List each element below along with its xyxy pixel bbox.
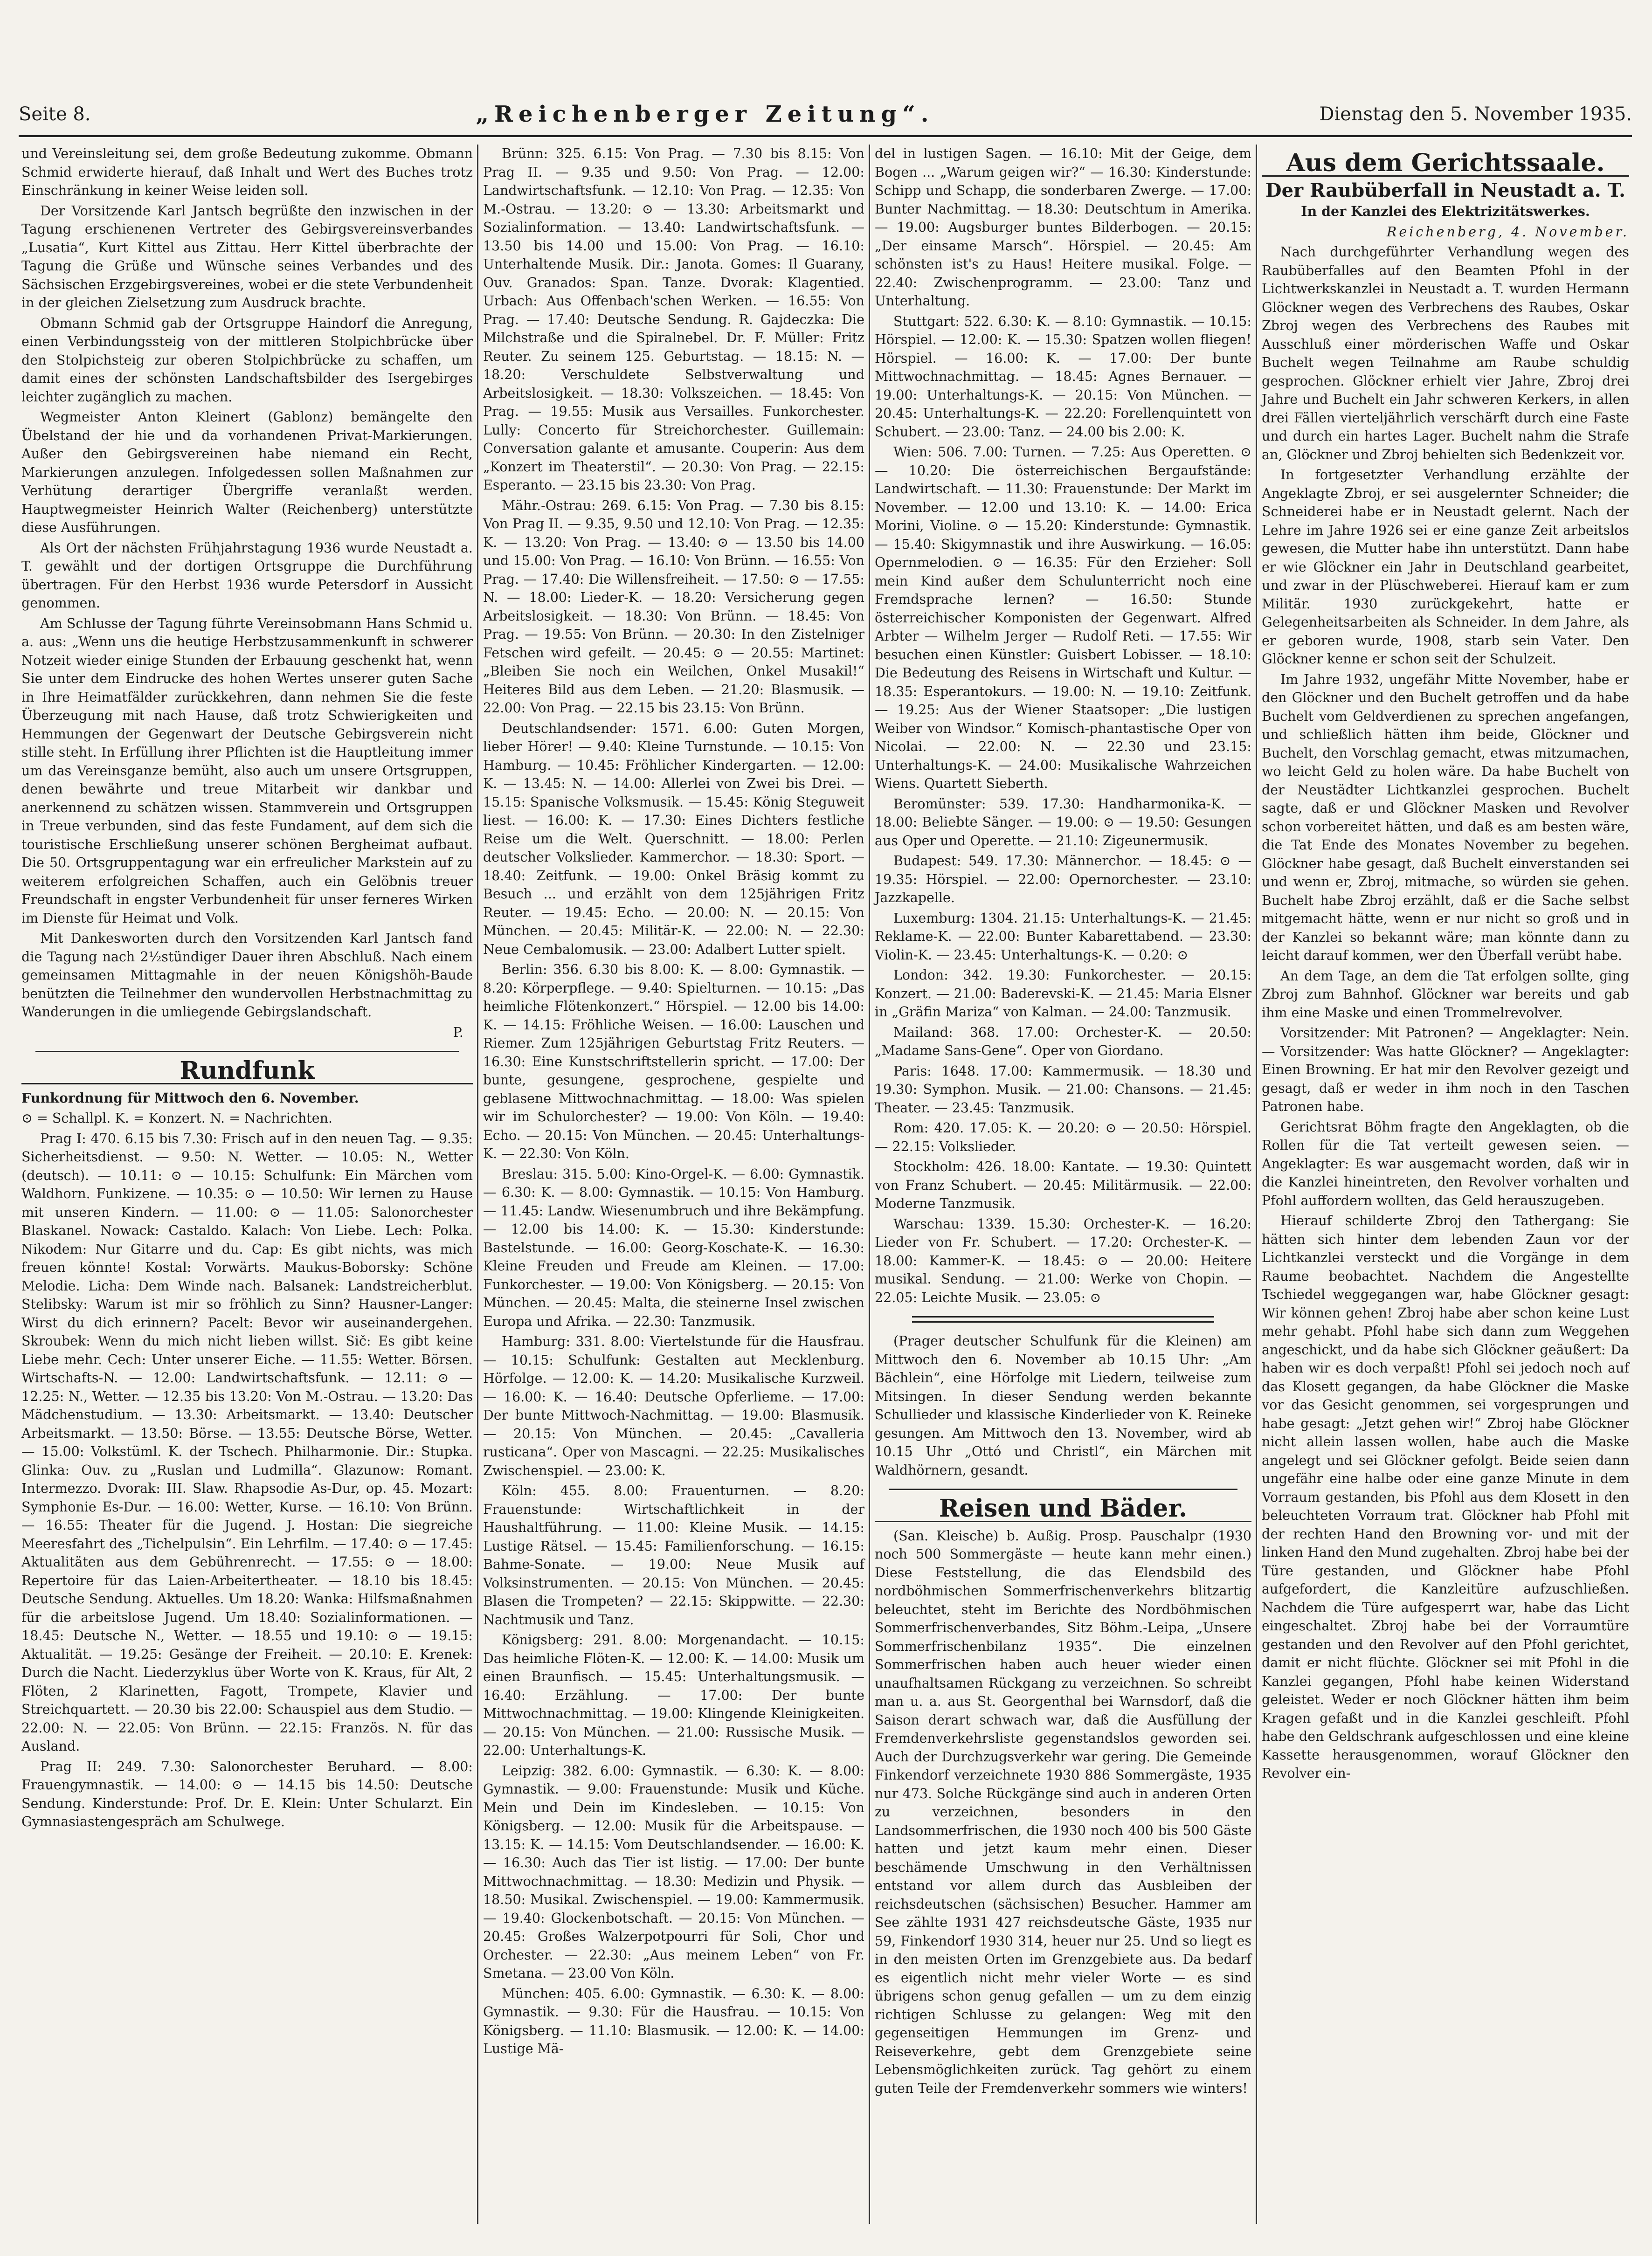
reisen-heading: Reisen und Bäder.	[875, 1499, 1251, 1522]
rundfunk-heading: Rundfunk	[21, 1062, 473, 1084]
column-rule	[869, 145, 870, 2224]
station-listing: del in lustigen Sagen. — 16.10: Mit der Geige, dem Bogen ... „Warum geigen wir?“ — 16.30: Kinderstunde: Schipp und Schapp, die sonderbaren Zwerge. — 17.00: Bunter Nachmittag. — 18.30: Deutschtum in Amerika. — 19.00: Augsburger buntes Bilderbogen. — 20.15: „Der einsame Marsch“. Hörspiel. — 20.45: Am schönsten ist's zu Haus! Heitere musikal. Folge. — 22.40: Zwischenprogramm. — 23.00: Tanz und Unterhaltung.	[875, 146, 1251, 309]
paragraph: Wegmeister Anton Kleinert (Gablonz) bemängelte den Übelstand der hie und da vorhandenen Privat-Markierungen. Außer den Gebirgsvereinen habe niemand ein Recht, Markierungen anzulegen. Infolgedessen sollen Maßnahmen zur Verhütung derartiger Übergriffe veranlaßt werden. Hauptwegmeister Heinrich Walter (Reichenberg) unterstützte diese Ausführungen.	[21, 409, 473, 535]
station-listing: Deutschlandsender: 1571. 6.00: Guten Morgen, lieber Hörer! — 9.40: Kleine Turnstunde. — 10.15: Von Hamburg. — 10.45: Fröhlicher Kindergarten. — 12.00: K. — 13.45: N. — 14.00: Allerlei von Zwei bis Drei. — 15.15: Spanische Volksmusik. — 15.45: König Steguweit liest. — 16.00: K. — 17.30: Eines Dichters festliche Reise um die Welt. Querschnitt. — 18.00: Perlen deutscher Volkslieder. Kammerchor. — 18.30: Sport. — 18.40: Zeitfunk. — 19.00: Onkel Bräsig kommt zu Besuch ... und erzählt von dem 125jährigen Fritz Reuter. — 19.45: Echo. — 20.00: N. — 20.15: Von München. — 20.45: Militär-K. — 22.00: N. — 22.30: Neue Cembalomusik. — 23.00: Adalbert Lutter spielt.	[483, 720, 864, 957]
station-listing: Berlin: 356. 6.30 bis 8.00: K. — 8.00: Gymnastik. — 8.20: Körperpflege. — 9.40: Spielturnen. — 10.15: „Das heimliche Flötenkonzert.“ Hörspiel. — 12.00 bis 14.00: K. — 14.15: Fröhliche Weisen. — 16.00: Lauschen und Riemer. Zum 125jährigen Geburtstag Fritz Reuters. — 16.30: Eine Kunstschriftstellerin spricht. — 17.00: Der bunte, gesungene, gesprochene, gespielte und geblasene Mittwochnachmittag. — 18.00: Was spielen wir im Schulorchester? — 19.00: Von Köln. — 19.40: Echo. — 20.15: Von München. — 20.45: Unterhaltungs-K. — 22.30: Von Köln.	[483, 962, 864, 1161]
paragraph: Hierauf schilderte Zbroj den Tathergang: Sie hätten sich hinter dem lebenden Zaun vor der Lichtkanzlei versteckt und die Vorgänge in dem Raume beobachtet. Nachdem die Angestellte Tschiedel weggegangen war, habe Glöckner gesagt: Wir können gehen! Zbroj habe aber schon keine Lust mehr gehabt. Pfohl habe sich dann zum Weggehen angeschickt, und da habe sich Glöckner geäußert: Da haben wir es doch verpaßt! Pfohl sei jedoch noch auf das Klosett gegangen, da habe Glöckner die Maske vor das Gesicht genommen, sei vorgesprungen und habe gesagt: „Jetzt gehen wir!“ Zbroj habe Glöckner nicht allein lassen wollen, habe auch die Maske angelegt und sei Glöckner gefolgt. Beide seien dann ungefähr eine halbe oder eine ganze Minute in dem Vorraum gestanden, bis Pfohl aus dem Klosett in den beleuchteten Vorraum trat. Glöckner hab Pfohl mit der rechten Hand den Browning vor- und mit der linken Hand den Mund zugehalten. Zbroj habe bei der Türe gestanden, und Glöckner habe Pfohl aufgefordert, die Kanzleitüre aufzuschließen. Nachdem die Türe aufgesperrt war, habe das Licht eingeschaltet. Zbroj habe bei der Vorraumtüre gestanden und den Revolver auf den Pfohl gerichtet, damit er nicht flüchte. Glöckner sei mit Pfohl in die Kanzlei gegangen, Pfohl habe keinen Widerstand geleistet. Weder er noch Glöckner hätten ihm beim Kragen gefaßt und in die Kanzlei geschleift. Pfohl habe den Geldschrank aufgeschlossen und eine kleine Kassette herausgenommen, worauf Glöckner den Revolver ein-	[1262, 1213, 1629, 1781]
newspaper-title: „Reichenberger Zeitung“.	[476, 101, 934, 127]
station-listing: Stuttgart: 522. 6.30: K. — 8.10: Gymnastik. — 10.15: Hörspiel. — 12.00: K. — 15.30: Spatzen wollen fliegen! Hörspiel. — 16.00: K. — 17.00: Der bunte Mittwochnachmittag. — 18.45: Agnes Bernauer. — 19.00: Unterhaltungs-K. — 20.15: Von München. — 20.45: Unterhaltungs-K. — 22.20: Forellenquintett von Schubert. — 23.00: Tanz. — 24.00 bis 2.00: K.	[875, 313, 1251, 440]
column-rule	[477, 145, 478, 2224]
station-listing: Stockholm: 426. 18.00: Kantate. — 19.30: Quintett von Franz Schubert. — 20.45: Militärmusik. — 22.00: Moderne Tanzmusik.	[875, 1159, 1251, 1211]
paragraph: Vorsitzender: Mit Patronen? — Angeklagter: Nein. — Vorsitzender: Was hatte Glöckner? — Angeklagter: Einen Browning. Er hat mir den Revolver gezeigt und gesagt, daß er weder in ihm noch in den Taschen Patronen habe.	[1262, 1025, 1629, 1114]
paragraph: Nach durchgeführter Verhandlung wegen des Raubüberfalles auf den Beamten Pfohl in der Lichtwerkskanzlei in Neustadt a. T. wurden Hermann Glöckner wegen des Verbrechens des Raubes, Oskar Zbroj wegen des Verbrechens des Raubes mit Ausschluß einer mörderischen Waffe und Oskar Buchelt wegen Teilnahme am Raube schuldig gesprochen. Glöckner erhielt vier Jahre, Zbroj drei Jahre und Buchelt ein Jahr schweren Kerkers, in allen drei Fällen vierteljährlich verschärft durch eine Faste und durch ein hartes Lager. Buchelt nahm die Strafe an, Glöckner und Zbroj behielten sich Bedenkzeit vor.	[1262, 244, 1629, 462]
column-4	[1259, 145, 1632, 2224]
schulfunk-notice: (Prager deutscher Schulfunk für die Kleinen) am Mittwoch den 6. November ab 10.15 Uhr: „Am Bächlein“, eine Hörfolge mit Liedern, teilweise zum Mitsingen. In dieser Sendung werden bekannte Schullieder und klassische Kinderlieder von K. Reineke gesungen. Am Mittwoch den 13. November, wird ab 10.15 Uhr „Ottó und Christl“, ein Märchen mit Waldhörnern, gesandt.	[875, 1333, 1251, 1478]
paragraph: Als Ort der nächsten Frühjahrstagung 1936 wurde Neustadt a. T. gewählt und der dortigen Ortsgruppe die Durchführung übertragen. Für den Herbst 1936 wurde Petersdorf in Aussicht genommen.	[21, 540, 473, 611]
station-listing: Prag II: 249. 7.30: Salonorchester Beruhard. — 8.00: Frauengymnastik. — 14.00: ⊙ — 14.15 bis 14.50: Deutsche Sendung. Kinderstunde: Prof. Dr. E. Klein: Unter Schularzt. Ein Gymnasiastengespräch am Schulwege.	[21, 1759, 473, 1829]
station-listing: Rom: 420. 17.05: K. — 20.20: ⊙ — 20.50: Hörspiel. — 22.15: Volkslieder.	[875, 1120, 1251, 1154]
station-listing: Leipzig: 382. 6.00: Gymnastik. — 6.30: K. — 8.00: Gymnastik. — 9.00: Frauenstunde: Musik und Küche. Mein und Dein im Kindesleben. — 10.15: Von Königsberg. — 12.00: Musik für die Arbeitspause. — 13.15: K. — 14.15: Vom Deutschlandsender. — 16.00: K. — 16.30: Auch das Tier ist listig. — 17.00: Der bunte Mittwochnachmittag. — 18.30: Medizin und Physik. — 18.50: Musikal. Zwischenspiel. — 19.00: Kammermusik. — 19.40: Glockenbotschaft. — 20.15: Von München. — 20.45: Großes Walzerpotpourri für Soli, Chor und Orchester. — 22.30: „Aus meinem Leben“ von Fr. Smetana. — 23.00 Von Köln.	[483, 1763, 864, 1981]
station-listing: Warschau: 1339. 15.30: Orchester-K. — 16.20: Lieder von Fr. Schubert. — 17.20: Orchester-K. — 18.00: Kammer-K. — 18.45: ⊙ — 20.00: Heitere musikal. Sendung. — 21.00: Werke von Chopin. — 22.05: Leichte Musik. — 23.05: ⊙	[875, 1216, 1251, 1305]
column-1	[19, 145, 476, 2224]
station-listing: Wien: 506. 7.00: Turnen. — 7.25: Aus Operetten. ⊙ — 10.20: Die österreichischen Bergaufstände: Landwirtschaft. — 11.30: Frauenstunde: Der Markt im November. — 12.00 und 13.10: K. — 14.00: Erica Morini, Violine. ⊙ — 15.20: Kinderstunde: Gymnastik. — 15.40: Skigymnastik und ihre Auswirkung. — 16.05: Opernmelodien. ⊙ — 16.35: Für den Erzieher: Soll mein Kind außer dem Schulunterricht noch eine Fremdsprache lernen? — 16.50: Stunde österreichischer Komponisten der Gegenwart. Alfred Arbter — Wilhelm Jerger — Rudolf Reti. — 17.55: Wir besuchen einen Künstler: Guisbert Lobisser. — 18.10: Die Bedeutung des Reisens in Wirtschaft und Kultur. — 18.35: Esperantokurs. — 19.00: N. — 19.10: Zeitfunk. — 19.25: Aus der Wiener Staatsoper: „Die lustigen Weiber von Windsor.“ Komisch-phantastische Oper von Nicolai. — 22.00: N. — 22.30 und 23.15: Unterhaltungs-K. — 24.00: Musikalische Wahrzeichen Wiens. Quartett Sieberth.	[875, 444, 1251, 791]
article-subhead: In der Kanzlei des Elektrizitätswerkes.	[1301, 203, 1590, 219]
page-header	[19, 93, 1632, 137]
station-listing: Paris: 1648. 17.00: Kammermusik. — 18.30 und 19.30: Symphon. Musik. — 21.00: Chansons. — 21.45: Theater. — 23.45: Tanzmusik.	[875, 1063, 1251, 1116]
paragraph: Gerichtsrat Böhm fragte den Angeklagten, ob die Rollen für die Tat verteilt gewesen seien. — Angeklagter: Es war ausgemacht worden, daß wir in die Kanzlei hineintreten, den Revolver vorhalten und Pfohl auffordern wollten, das Geld herauszugeben.	[1262, 1119, 1629, 1208]
paragraph: (San. Kleische) b. Außig. Prosp. Pauschalpr (1930 noch 500 Sommergäste — heute kann mehr einen.) Diese Feststellung, die das Elendsbild des nordböhmischen Sommerfrischenverkehrs blitzartig beleuchtet, steht im Berichte des Nordböhmischen Sommerfrischenverbandes, Sitz Böhm.-Leipa, „Unsere Sommerfrischenbilanz 1935“. Die einzelnen Sommerfrischen haben auch heuer wieder einen unaufhaltsamen Rückgang zu verzeichnen. So schreibt man u. a. aus St. Georgenthal bei Warnsdorf, daß die Saison derart schwach war, daß die Ausfüllung der Fremdenverkehrsliste gegenstandslos geworden sei. Auch der Durchzugsverkehr war gering. Die Gemeinde Finkendorf verzeichnete 1930 886 Sommergäste, 1935 nur 473. Solche Rückgänge sind auch in anderen Orten zu verzeichnen, besonders in den Landsommerfrischen, die 1930 noch 400 bis 500 Gäste hatten und jetzt kaum mehr einen. Dieser beschämende Umschwung in den Verhältnissen entstand vor allem durch das Ausbleiben der reichsdeutschen (sächsischen) Besucher. Hammer am See zählte 1931 427 reichsdeutsche Gäste, 1935 nur 59, Finkendorf 1930 314, heuer nur 25. Und so liegt es in den meisten Orten im Grenzgebiete aus. Da bedarf es eigentlich nicht mehr vieler Worte — es sind übrigens schon genug gefallen — um zu dem einzig richtigen Schlusse zu gelangen: Weg mit den gegenseitigen Hemmungen im Grenz- und Reiseverkehre, gebt dem Grenzgebiete seine Lebensmöglichkeiten zurück. Tag gehört zu einem guten Teile der Fremdenverkehr sommers wie winters!	[875, 1528, 1251, 2096]
page-number: Seite 8.	[19, 103, 91, 125]
article-headline: Der Raubüberfall in Neustadt a. T.	[1265, 179, 1626, 201]
court-heading: Aus dem Gerichtssaale.	[1262, 154, 1629, 177]
signature: P.	[453, 1024, 463, 1040]
station-listing: Mailand: 368. 17.00: Orchester-K. — 20.50: „Madame Sans-Gene“. Oper von Giordano.	[875, 1024, 1251, 1058]
rundfunk-subheading: Funkordnung für Mittwoch den 6. November.	[21, 1090, 359, 1106]
station-listing: Brünn: 325. 6.15: Von Prag. — 7.30 bis 8.15: Von Prag II. — 9.35 und 9.50: Von Prag. — 12.00: Landwirtschaftsfunk. — 12.10: Von Prag. — 12.35: Von M.-Ostrau. — 13.20: ⊙ — 13.30: Arbeitsmarkt und Sozialinformation. — 13.40: Landwirtschaftsfunk. — 13.50 bis 14.00 und 15.00: Von Prag. — 16.10: Unterhaltende Musik. Dir.: Janota. Gomes: Il Guarany, Ouv. Granados: Span. Tanze. Dvorak: Klagentied. Urbach: Aus Offenbach'schen Werken. — 16.55: Von Prag. — 17.40: Deutsche Sendung. R. Gajdeczka: Die Milchstraße und die Spiralnebel. Dr. F. Müller: Fritz Reuter. Zu seinem 125. Geburtstag. — 18.15: N. — 18.20: Verschuldete Selbstverwaltung und Arbeitslosigkeit. — 18.30: Volkszeichen. — 18.45: Von Prag. — 19.55: Musik aus Versailles. Funkorchester. Lully: Concerto für Streichorchester. Guillemain: Conversation galante et amusante. Couperin: Aus dem „Konzert im Theaterstil“. — 20.30: Von Prag. — 22.15: Esperanto. — 23.15 bis 23.30: Von Prag.	[483, 146, 864, 493]
station-listing: Prag I: 470. 6.15 bis 7.30: Frisch auf in den neuen Tag. — 9.35: Sicherheitsdienst. — 9.50: N. Wetter. — 10.05: N., Wetter (deutsch). — 10.11: ⊙ — 10.15: Schulfunk: Ein Märchen vom Waldhorn. Funkizene. — 10.35: ⊙ — 10.50: Wir lernen zu Hause mit unseren Kindern. — 11.00: ⊙ — 11.05: Salonorchester Blaskanel. Nowack: Castaldo. Kalach: Von Liebe. Lech: Polka. Nikodem: Nur Gitarre und du. Cap: Es gibt nichts, was mich freuen könnte! Kostal: Vorwärts. Maukus-Boborsky: Schöne Melodie. Licha: Dem Winde nach. Balsanek: Landstreicherblut. Stelibsky: Warum ist mir so fröhlich zu Sinn? Hausner-Langer: Wirst du dich erinnern? Pacelt: Bevor wir auseinandergehen. Skroubek: Wenn du mich nicht lieben willst. Sič: Es gibt keine Liebe mehr. Cech: Unter unserer Eiche. — 11.55: Wetter. Börsen. Wirtschafts-N. — 12.00: Landwirtschaftsfunk. — 12.11: ⊙ — 12.25: N., Wetter. — 12.35 bis 13.20: Von M.-Ostrau. — 13.20: Das Mädchenstudium. — 13.30: Arbeitsmarkt. — 13.40: Deutscher Arbeitsmarkt. — 13.50: Börse. — 13.55: Deutsche Börse, Wetter. — 15.00: Volkstüml. K. der Tschech. Philharmonie. Dir.: Stupka. Glinka: Ouv. zu „Ruslan und Ludmilla“. Glazunow: Romant. Intermezzo. Dvorak: III. Slaw. Rhapsodie As-Dur, op. 45. Mozart: Symphonie Es-Dur. — 16.00: Wetter, Kurse. — 16.10: Von Brünn. — 16.55: Theater für die Jugend. J. Hostan: Die siegreiche Meeresfahrt des „Tichelpulsin“. Ein Lehrfilm. — 17.40: ⊙ — 17.45: Aktualitäten aus dem Gebührenrecht. — 17.55: ⊙ — 18.00: Repertoire für das Laien-Arbeitertheater. — 18.10 bis 18.45: Deutsche Sendung. Aktuelles. Um 18.20: Wanka: Hilfsmaßnahmen für die arbeitslose Jugend. Um 18.40: Sozialinformationen. — 18.45: Deutsche N., Wetter. — 18.55 und 19.10: ⊙ — 19.15: Aktualität. — 19.25: Gesänge der Freiheit. — 20.10: E. Krenek: Durch die Nacht. Liederzyklus über Worte von K. Kraus, für Alt, 2 Flöten, 2 Klarinetten, Fagott, Trompete, Klavier und Streichquartett. — 20.30 bis 22.00: Schauspiel aus dem Studio. — 22.00: N. — 22.05: Von Brünn. — 22.15: Französ. N. für das Ausland.	[21, 1131, 473, 1754]
dateline: Reichenberg, 4. November.	[1386, 224, 1629, 240]
divider	[889, 1489, 1237, 1490]
paragraph: Im Jahre 1932, ungefähr Mitte November, habe er den Glöckner und den Buchelt getroffen und da habe Buchelt vom Geldverdienen zu sprechen angefangen, und schließlich hätten ihm beide, Glöckner und Buchelt, den Vorschlag gemacht, etwas mitzumachen, wo leicht Geld zu holen wäre. Da habe Buchelt von der Neustädter Lichtkanzlei gesprochen. Buchelt sagte, daß er und Glöckner Masken und Revolver schon vorbereitet hätten, und daß es am besten wäre, die Tat Ende des Monates November zu begehen. Glöckner habe gesagt, daß Buchelt einverstanden sei und wenn er, Zbroj, mitmache, so würden sie gehen. Buchelt habe Zbroj erzählt, daß er die Sache selbst mitgemacht hätte, wenn er nur nicht so groß und in der Kanzlei so bekannt wäre; man könnte dann zu leicht darauf kommen, wer den Überfall verübt habe.	[1262, 671, 1629, 963]
station-listing: Budapest: 549. 17.30: Männerchor. — 18.45: ⊙ — 19.35: Hörspiel. — 22.00: Opernorchester. — 23.10: Jazzkapelle.	[875, 853, 1251, 905]
column-3	[872, 145, 1254, 2224]
issue-date: Dienstag den 5. November 1935.	[1319, 103, 1632, 125]
column-2	[480, 145, 867, 2224]
paragraph: Mit Dankesworten durch den Vorsitzenden Karl Jantsch fand die Tagung nach 2½stündiger Dauer ihren Abschluß. Nach einem gemeinsamen Mittagmahle in der neuen Königshöh-Baude benützten die Teilnehmer den wundervollen Herbstnachmittag zu Wanderungen in die umliegende Gebirgslandschaft.	[21, 931, 473, 1020]
station-listing: Königsberg: 291. 8.00: Morgenandacht. — 10.15: Das heimliche Flöten-K. — 12.00: K. — 14.00: Musik um einen Braunfisch. — 15.45: Unterhaltungsmusik. — 16.40: Erzählung. — 17.00: Der bunte Mittwochnachmittag. — 19.00: Klingende Kleinigkeiten. — 20.15: Von München. — 21.00: Russische Musik. — 22.00: Unterhaltungs-K.	[483, 1632, 864, 1758]
station-listing: Luxemburg: 1304. 21.15: Unterhaltungs-K. — 21.45: Reklame-K. — 22.00: Bunter Kabarettabend. — 23.30: Violin-K. — 23.45: Unterhaltungs-K. — 0.20: ⊙	[875, 910, 1251, 963]
paragraph: In fortgesetzter Verhandlung erzählte der Angeklagte Zbroj, er sei ausgelernter Schneider; die Schneiderei habe er in Neustadt gelernt. Nach der Lehre im Jahre 1926 sei er eine ganze Zeit arbeitslos gewesen, die Mutter habe ihn unterstützt. Dann habe er wie Glöckner ein Jahr in Deutschland gearbeitet, und zwar in der Plüschweberei. Hierauf kam er zum Militär. 1930 zurückgekehrt, hatte er Gelegenheitsarbeiten als Schneider. In dem Jahre, als er geboren wurde, 1908, starb sein Vater. Den Glöckner kenne er schon seit der Schulzeit.	[1262, 467, 1629, 667]
station-listing: Hamburg: 331. 8.00: Viertelstunde für die Hausfrau. — 10.15: Schulfunk: Gestalten aut Mecklenburg. Hörfolge. — 12.00: K. — 14.20: Musikalische Kurzweil. — 16.00: K. — 16.40: Deutsche Opferlieme. — 17.00: Der bunte Mittwoch-Nachmittag. — 19.00: Blasmusik. — 20.15: Von München. — 20.45: „Cavalleria rusticana“. Oper von Mascagni. — 22.25: Musikalisches Zwischenspiel. — 23.00: K.	[483, 1334, 864, 1478]
station-listing: London: 342. 19.30: Funkorchester. — 20.15: Konzert. — 21.00: Baderevski-K. — 21.45: Maria Elsner in „Gräfin Mariza“ von Kalman. — 24.00: Tanzmusik.	[875, 967, 1251, 1020]
paragraph: Am Schlusse der Tagung führte Vereinsobmann Hans Schmid u. a. aus: „Wenn uns die heutige Herbstzusammenkunft in schwerer Notzeit wieder einige Stunden der Erbauung geschenkt hat, wenn Sie unter dem Eindrucke des hohen Wertes unserer guten Sache in Ihre Heimatfälder zurückkehren, dann nehmen Sie die feste Überzeugung mit nach Hause, daß trotz Schwierigkeiten und Hemmungen der Gegenwart der Deutsche Gebirgsverein nicht stille steht. In Erfüllung ihrer Pflichten ist die Hauptleitung immer um das Vereinsganze bemüht, also auch um unsere Ortsgruppen, denen bewährte und treue Mitarbeit wir dankbar und anerkennend zu schätzen wissen. Stammverein und Ortsgruppen in Treue verbunden, sind das feste Fundament, auf dem sich die touristische Erschließung unserer schönen Bergheimat aufbaut. Die 50. Ortsgruppentagung war ein erfreulicher Markstein auf zu weiterem erfolgreichen Schaffen, auch ein Gelöbnis treuer Freundschaft in engster Verbundenheit für unser ferneres Wirken im Dienste für Heimat und Volk.	[21, 615, 473, 926]
station-listing: Breslau: 315. 5.00: Kino-Orgel-K. — 6.00: Gymnastik. — 6.30: K. — 8.00: Gymnastik. — 10.15: Von Hamburg. — 11.45: Landw. Wiesenumbruch und ihre Bekämpfung. — 12.00 bis 14.00: K. — 15.30: Kinderstunde: Bastelstunde. — 16.00: Georg-Koschate-K. — 16.30: Kleine Freuden und Freude am Kleinen. — 17.00: Funkorchester. — 19.00: Von Königsberg. — 20.15: Von München. — 20.45: Malta, die steinerne Insel zwischen Europa und Afrika. — 22.30: Tanzmusik.	[483, 1166, 864, 1329]
station-listing: Köln: 455. 8.00: Frauenturnen. — 8.20: Frauenstunde: Wirtschaftlichkeit in der Haushaltführung. — 11.00: Kleine Musik. — 14.15: Lustige Rätsel. — 15.45: Familienforschung. — 16.15: Bahme-Sonate. — 19.00: Neue Musik auf Volksinstrumenten. — 20.15: Von München. — 20.45: Blasen die Trompeten? — 22.15: Skippwitte. — 22.30: Nachtmusik und Tanz.	[483, 1483, 864, 1628]
station-listing: Mähr.-Ostrau: 269. 6.15: Von Prag. — 7.30 bis 8.15: Von Prag II. — 9.35, 9.50 und 12.10: Von Prag. — 12.35: K. — 13.20: Von Prag. — 13.40: ⊙ — 13.50 bis 14.00 und 15.00: Von Prag. — 16.10: Von Brünn. — 16.55: Von Prag. — 17.40: Die Willensfreiheit. — 17.50: ⊙ — 17.55: N. — 18.00: Lieder-K. — 18.20: Versicherung gegen Arbeitslosigkeit. — 18.30: Von Brünn. — 18.45: Von Prag. — 19.55: Von Brünn. — 20.30: In den Zistelniger Fetschen wird gefeilt. — 20.45: ⊙ — 20.55: Martinet: „Bleiben Sie noch ein Weilchen, Onkel Musakil!“ Heiteres Bild aus dem Leben. — 21.20: Blasmusik. — 22.00: Von Prag. — 22.15 bis 23.15: Von Brünn.	[483, 497, 864, 716]
divider	[912, 1316, 1214, 1323]
paragraph: An dem Tage, an dem die Tat erfolgen sollte, ging Zbroj zum Bahnhof. Glöckner war bereits und gab ihm eine Maske und einen Trommelrevolver.	[1262, 968, 1629, 1021]
divider	[35, 1051, 459, 1052]
paragraph: und Vereinsleitung sei, dem große Bedeutung zukomme. Obmann Schmid erwiderte hierauf, daß Inhalt und Wert des Buches trotz Einschränkung in keiner Weise leiden soll.	[21, 146, 473, 198]
rundfunk-legend: ⊙ = Schallpl. K. = Konzert. N. = Nachrichten.	[21, 1111, 333, 1126]
column-rule	[1256, 145, 1257, 2224]
station-listing: Beromünster: 539. 17.30: Handharmonika-K. — 18.00: Beliebte Sänger. — 19.00: ⊙ — 19.50: Gesungen aus Oper und Operette. — 21.10: Zigeunermusik.	[875, 796, 1251, 849]
paragraph: Der Vorsitzende Karl Jantsch begrüßte den inzwischen in der Tagung erschienenen Vertreter des Gebirgsvereinsverbandes „Lusatia“, Kurt Kittel aus Zittau. Herr Kittel überbrachte der Tagung die Grüße und Wünsche seines Verbandes und des Sächsischen Erzgebirgsvereines, wobei er die stete Verbundenheit in der gleichen Zielsetzung zum Ausdruck brachte.	[21, 203, 473, 310]
station-listing: München: 405. 6.00: Gymnastik. — 6.30: K. — 8.00: Gymnastik. — 9.30: Für die Hausfrau. — 10.15: Von Königsberg. — 11.10: Blasmusik. — 12.00: K. — 14.00: Lustige Mä-	[483, 1986, 864, 2056]
paragraph: Obmann Schmid gab der Ortsgruppe Haindorf die Anregung, einen Verbindungssteig von der mittleren Stolpichbrücke über den Stolpichsteig zur oberen Stolpichbrücke zu schaffen, um damit eines der schönsten Landschaftsbilder des Isergebirges leichter zugänglich zu machen.	[21, 315, 473, 405]
